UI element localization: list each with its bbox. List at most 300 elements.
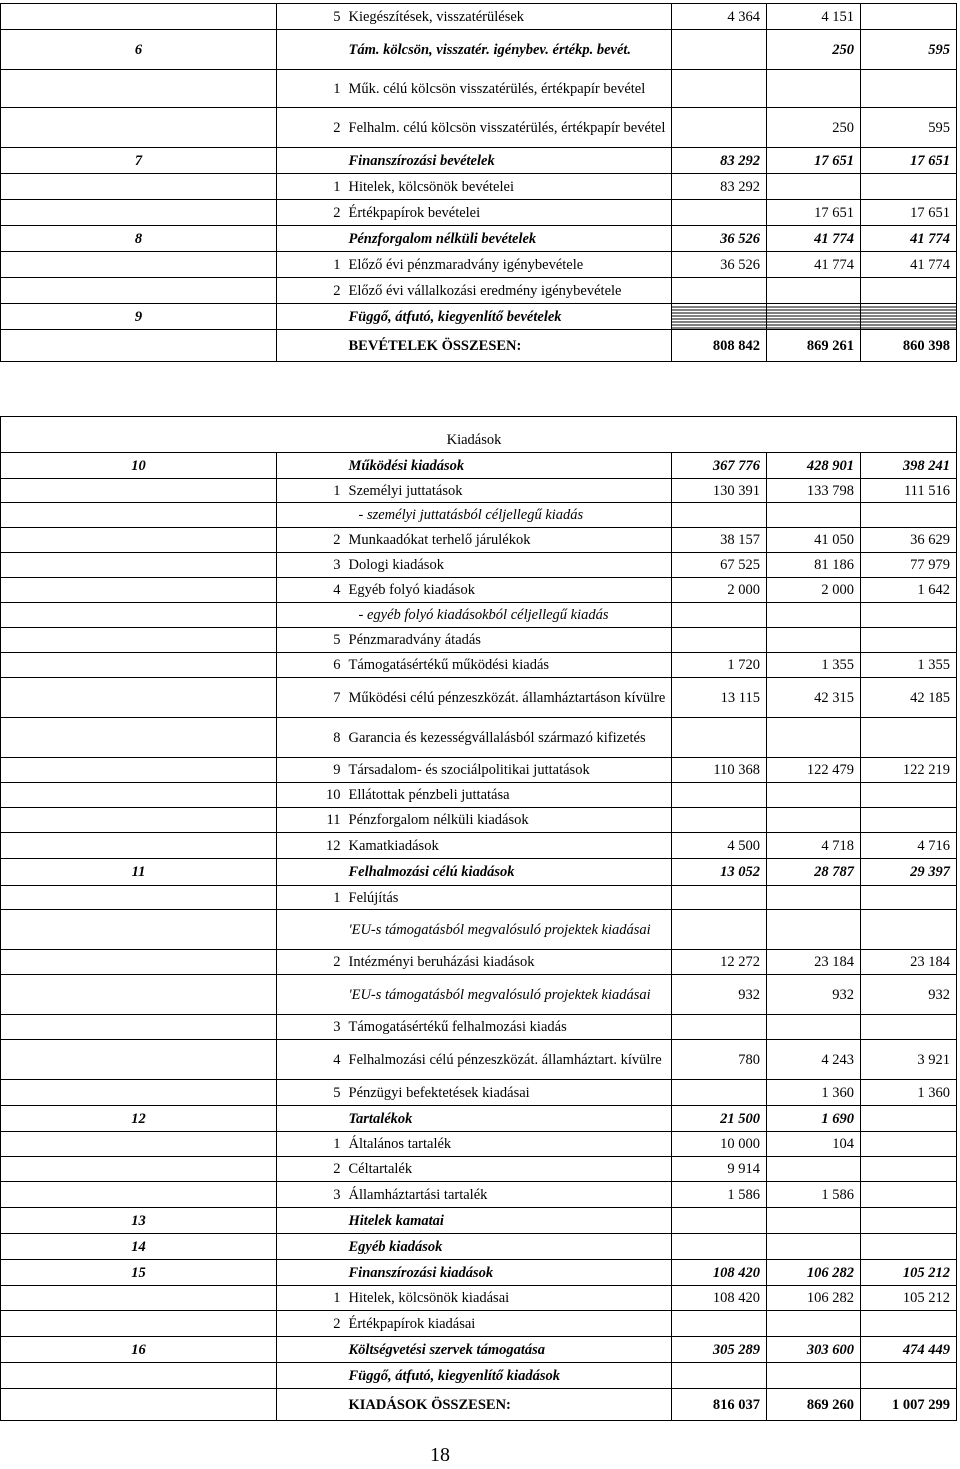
- value-col-3: 932: [861, 975, 957, 1015]
- item-number: 1: [277, 1286, 345, 1311]
- income-table: [0, 3, 957, 362]
- row-label: Hitelek, kölcsönök bevételei: [345, 174, 672, 200]
- item-number: [277, 859, 345, 886]
- value-col-2: [767, 910, 861, 950]
- value-col-1: 130 391: [672, 479, 767, 503]
- value-col-2: 428 901: [767, 453, 861, 479]
- group-number: [1, 1182, 277, 1208]
- value-col-1: 67 525: [672, 553, 767, 578]
- group-number: [1, 758, 277, 783]
- value-col-2: [767, 304, 861, 330]
- value-col-2: 4 718: [767, 833, 861, 859]
- row-label: Előző évi pénzmaradvány igénybevétele: [345, 252, 672, 278]
- table-row: [1, 503, 957, 528]
- item-number: 5: [277, 628, 345, 653]
- table-row: [1, 1234, 957, 1260]
- group-number: [1, 950, 277, 975]
- group-number: [1, 1015, 277, 1040]
- group-number: 7: [1, 148, 277, 174]
- value-col-1: 932: [672, 975, 767, 1015]
- group-number: 9: [1, 304, 277, 330]
- table-row: [1, 859, 957, 886]
- item-number: [277, 1337, 345, 1363]
- item-number: [277, 148, 345, 174]
- empty-cell: [1, 330, 277, 362]
- item-number: [277, 1106, 345, 1132]
- group-number: [1, 200, 277, 226]
- row-label: Előző évi vállalkozási eredmény igénybevétele: [345, 278, 672, 304]
- row-label: Függő, átfutó, kiegyenlítő kiadások: [345, 1363, 672, 1389]
- item-number: 9: [277, 758, 345, 783]
- row-label: - személyi juttatásból céljellegű kiadás: [345, 503, 672, 528]
- table-row: [1, 528, 957, 553]
- value-col-2: 1 355: [767, 653, 861, 678]
- value-col-3: 4 716: [861, 833, 957, 859]
- value-col-3: 23 184: [861, 950, 957, 975]
- value-col-1: 108 420: [672, 1260, 767, 1286]
- value-col-3: 595: [861, 30, 957, 70]
- value-col-1: [672, 108, 767, 148]
- value-col-1: [672, 783, 767, 808]
- value-col-3: 111 516: [861, 479, 957, 503]
- group-number: 13: [1, 1208, 277, 1234]
- row-label: Függő, átfutó, kiegyenlítő bevételek: [345, 304, 672, 330]
- row-label: Személyi juttatások: [345, 479, 672, 503]
- value-col-1: [672, 808, 767, 833]
- value-col-2: 41 050: [767, 528, 861, 553]
- item-number: 2: [277, 950, 345, 975]
- value-col-3: [861, 304, 957, 330]
- group-number: [1, 910, 277, 950]
- value-col-3: [861, 503, 957, 528]
- group-number: [1, 653, 277, 678]
- row-label: Támogatásértékű felhalmozási kiadás: [345, 1015, 672, 1040]
- group-number: [1, 1132, 277, 1157]
- table-row: [1, 578, 957, 603]
- table-row: [1, 886, 957, 910]
- table-row: [1, 653, 957, 678]
- value-col-3: 105 212: [861, 1260, 957, 1286]
- empty-cell: [861, 417, 957, 453]
- group-number: 11: [1, 859, 277, 886]
- item-number: [277, 304, 345, 330]
- value-col-3: [861, 4, 957, 30]
- value-col-3: [861, 603, 957, 628]
- section-title: Kiadások: [277, 417, 672, 453]
- table-row: [1, 479, 957, 503]
- value-col-1: 780: [672, 1040, 767, 1080]
- row-label: 'EU-s támogatásból megvalósuló projektek kiadásai: [345, 910, 672, 950]
- value-col-1: 367 776: [672, 453, 767, 479]
- row-label: Felhalmozási célú kiadások: [345, 859, 672, 886]
- group-number: 8: [1, 226, 277, 252]
- value-col-1: 1 586: [672, 1182, 767, 1208]
- row-label: Felújítás: [345, 886, 672, 910]
- table-row: [1, 148, 957, 174]
- value-col-3: [861, 783, 957, 808]
- row-label: Finanszírozási bevételek: [345, 148, 672, 174]
- item-number: 2: [277, 278, 345, 304]
- value-col-2: 41 774: [767, 226, 861, 252]
- table-row: [1, 1157, 957, 1182]
- item-number: 1: [277, 70, 345, 108]
- value-col-3: [861, 1015, 957, 1040]
- value-col-2: 122 479: [767, 758, 861, 783]
- table-row: [1, 1260, 957, 1286]
- value-col-2: 133 798: [767, 479, 861, 503]
- value-col-2: [767, 783, 861, 808]
- group-number: [1, 503, 277, 528]
- value-col-3: [861, 1363, 957, 1389]
- value-col-3: 3 921: [861, 1040, 957, 1080]
- value-col-1: [672, 30, 767, 70]
- value-col-3: [861, 808, 957, 833]
- row-label: Dologi kiadások: [345, 553, 672, 578]
- item-number: 1: [277, 174, 345, 200]
- empty-cell: [1, 1389, 277, 1421]
- value-col-2: 42 315: [767, 678, 861, 718]
- table-row: [1, 758, 957, 783]
- item-number: 1: [277, 1132, 345, 1157]
- value-col-3: 41 774: [861, 226, 957, 252]
- group-number: [1, 1311, 277, 1337]
- value-col-3: 105 212: [861, 1286, 957, 1311]
- table-row: [1, 718, 957, 758]
- table-row: [1, 1132, 957, 1157]
- table-row: [1, 1363, 957, 1389]
- empty-cell: [1, 417, 277, 453]
- item-number: 4: [277, 1040, 345, 1080]
- value-col-2: [767, 174, 861, 200]
- value-col-3: 1 360: [861, 1080, 957, 1106]
- item-number: 11: [277, 808, 345, 833]
- value-col-1: [672, 628, 767, 653]
- item-number: 3: [277, 553, 345, 578]
- empty-cell: [767, 417, 861, 453]
- group-number: [1, 628, 277, 653]
- table-row: [1, 1182, 957, 1208]
- table-row: [1, 1106, 957, 1132]
- row-label: Intézményi beruházási kiadások: [345, 950, 672, 975]
- group-number: 15: [1, 1260, 277, 1286]
- item-number: [277, 453, 345, 479]
- value-col-3: 122 219: [861, 758, 957, 783]
- page-number: 18: [430, 1444, 450, 1466]
- item-number: [277, 1363, 345, 1389]
- group-number: [1, 1363, 277, 1389]
- group-number: [1, 678, 277, 718]
- value-col-1: [672, 1363, 767, 1389]
- value-col-3: 41 774: [861, 252, 957, 278]
- value-col-3: [861, 278, 957, 304]
- value-col-3: [861, 628, 957, 653]
- table-row: [1, 200, 957, 226]
- row-label: Költségvetési szervek támogatása: [345, 1337, 672, 1363]
- item-number: 7: [277, 678, 345, 718]
- value-col-2: 1 586: [767, 1182, 861, 1208]
- value-col-1: [672, 304, 767, 330]
- item-number: [277, 1208, 345, 1234]
- value-col-2: [767, 1363, 861, 1389]
- value-col-3: [861, 718, 957, 758]
- value-col-2: [767, 1157, 861, 1182]
- value-col-1: [672, 886, 767, 910]
- value-col-1: 4 364: [672, 4, 767, 30]
- value-col-3: [861, 1106, 957, 1132]
- value-col-2: 250: [767, 108, 861, 148]
- row-label: Munkaadókat terhelő járulékok: [345, 528, 672, 553]
- total-label: KIADÁSOK ÖSSZESEN:: [345, 1389, 672, 1421]
- table-row: [1, 678, 957, 718]
- item-number: 2: [277, 1311, 345, 1337]
- value-col-1: 36 526: [672, 226, 767, 252]
- table-row: [1, 304, 957, 330]
- value-col-1: [672, 718, 767, 758]
- item-number: 1: [277, 479, 345, 503]
- total-value-3: 860 398: [861, 330, 957, 362]
- value-col-2: [767, 278, 861, 304]
- item-number: 2: [277, 528, 345, 553]
- row-label: - egyéb folyó kiadásokból céljellegű kiadás: [345, 603, 672, 628]
- value-col-1: 13 115: [672, 678, 767, 718]
- row-label: Egyéb folyó kiadások: [345, 578, 672, 603]
- value-col-3: 42 185: [861, 678, 957, 718]
- value-col-2: 1 360: [767, 1080, 861, 1106]
- row-label: Céltartalék: [345, 1157, 672, 1182]
- value-col-1: 305 289: [672, 1337, 767, 1363]
- group-number: 14: [1, 1234, 277, 1260]
- value-col-3: [861, 1157, 957, 1182]
- value-col-1: 36 526: [672, 252, 767, 278]
- value-col-2: [767, 503, 861, 528]
- group-number: [1, 1286, 277, 1311]
- table-row: [1, 70, 957, 108]
- value-col-2: [767, 808, 861, 833]
- group-number: [1, 553, 277, 578]
- value-col-3: [861, 1234, 957, 1260]
- group-number: [1, 4, 277, 30]
- value-col-2: [767, 603, 861, 628]
- table-row: [1, 1337, 957, 1363]
- item-number: [277, 30, 345, 70]
- item-number: 8: [277, 718, 345, 758]
- value-col-1: [672, 603, 767, 628]
- value-col-2: [767, 718, 861, 758]
- total-value-1: 808 842: [672, 330, 767, 362]
- value-col-2: 250: [767, 30, 861, 70]
- table-row: [1, 808, 957, 833]
- empty-cell: [277, 1389, 345, 1421]
- value-col-2: 2 000: [767, 578, 861, 603]
- row-label: Kamatkiadások: [345, 833, 672, 859]
- value-col-2: [767, 628, 861, 653]
- row-label: Műk. célú kölcsön visszatérülés, értékpapír bevétel: [345, 70, 672, 108]
- row-label: Felhalmozási célú pénzeszközát. államháztart. kívülre: [345, 1040, 672, 1080]
- expense-rows: [1, 417, 957, 1421]
- group-number: [1, 70, 277, 108]
- value-col-1: 13 052: [672, 859, 767, 886]
- total-value-2: 869 261: [767, 330, 861, 362]
- row-label: Tartalékok: [345, 1106, 672, 1132]
- value-col-3: [861, 70, 957, 108]
- value-col-3: 29 397: [861, 859, 957, 886]
- group-number: [1, 1157, 277, 1182]
- value-col-2: [767, 70, 861, 108]
- table-row: [1, 1080, 957, 1106]
- value-col-1: 110 368: [672, 758, 767, 783]
- value-col-1: [672, 1080, 767, 1106]
- table-row: [1, 1311, 957, 1337]
- table-row: [1, 553, 957, 578]
- value-col-1: 10 000: [672, 1132, 767, 1157]
- value-col-3: [861, 174, 957, 200]
- item-number: [277, 503, 345, 528]
- value-col-3: 1 642: [861, 578, 957, 603]
- value-col-1: [672, 1311, 767, 1337]
- table-row: [1, 252, 957, 278]
- table-row: [1, 1208, 957, 1234]
- empty-cell: [672, 417, 767, 453]
- row-label: Államháztartási tartalék: [345, 1182, 672, 1208]
- total-value-3: 1 007 299: [861, 1389, 957, 1421]
- section-title-row: [1, 417, 957, 453]
- row-label: Általános tartalék: [345, 1132, 672, 1157]
- value-col-2: 932: [767, 975, 861, 1015]
- row-label: 'EU-s támogatásból megvalósuló projektek kiadásai: [345, 975, 672, 1015]
- group-number: [1, 886, 277, 910]
- value-col-2: 1 690: [767, 1106, 861, 1132]
- value-col-3: [861, 1132, 957, 1157]
- group-number: [1, 603, 277, 628]
- row-label: Garancia és kezességvállalásból származó kifizetés: [345, 718, 672, 758]
- total-value-2: 869 260: [767, 1389, 861, 1421]
- row-label: Finanszírozási kiadások: [345, 1260, 672, 1286]
- row-label: Egyéb kiadások: [345, 1234, 672, 1260]
- value-col-2: [767, 886, 861, 910]
- total-value-1: 816 037: [672, 1389, 767, 1421]
- value-col-2: [767, 1015, 861, 1040]
- value-col-2: [767, 1234, 861, 1260]
- row-label: Hitelek, kölcsönök kiadásai: [345, 1286, 672, 1311]
- group-number: 16: [1, 1337, 277, 1363]
- row-label: Kiegészítések, visszatérülések: [345, 4, 672, 30]
- value-col-1: 83 292: [672, 148, 767, 174]
- row-label: Hitelek kamatai: [345, 1208, 672, 1234]
- value-col-2: [767, 1311, 861, 1337]
- value-col-2: 41 774: [767, 252, 861, 278]
- item-number: 1: [277, 252, 345, 278]
- value-col-2: 4 151: [767, 4, 861, 30]
- value-col-2: 23 184: [767, 950, 861, 975]
- table-row: [1, 4, 957, 30]
- value-col-3: [861, 1311, 957, 1337]
- value-col-1: 4 500: [672, 833, 767, 859]
- item-number: 3: [277, 1015, 345, 1040]
- group-number: [1, 1040, 277, 1080]
- value-col-3: 17 651: [861, 200, 957, 226]
- row-label: Értékpapírok kiadásai: [345, 1311, 672, 1337]
- item-number: 2: [277, 1157, 345, 1182]
- group-number: 10: [1, 453, 277, 479]
- value-col-2: 81 186: [767, 553, 861, 578]
- value-col-1: [672, 1234, 767, 1260]
- value-col-2: 106 282: [767, 1286, 861, 1311]
- value-col-3: [861, 910, 957, 950]
- value-col-2: 4 243: [767, 1040, 861, 1080]
- value-col-1: [672, 278, 767, 304]
- group-number: [1, 975, 277, 1015]
- item-number: 5: [277, 1080, 345, 1106]
- item-number: [277, 603, 345, 628]
- table-row: [1, 833, 957, 859]
- value-col-1: 2 000: [672, 578, 767, 603]
- row-label: Támogatásértékű működési kiadás: [345, 653, 672, 678]
- group-number: [1, 783, 277, 808]
- item-number: [277, 1260, 345, 1286]
- total-label: BEVÉTELEK ÖSSZESEN:: [345, 330, 672, 362]
- table-row: [1, 975, 957, 1015]
- group-number: [1, 833, 277, 859]
- value-col-3: 1 355: [861, 653, 957, 678]
- value-col-2: 17 651: [767, 148, 861, 174]
- value-col-1: [672, 200, 767, 226]
- row-label: Társadalom- és szociálpolitikai juttatások: [345, 758, 672, 783]
- value-col-1: 1 720: [672, 653, 767, 678]
- value-col-3: [861, 1182, 957, 1208]
- table-row: [1, 628, 957, 653]
- value-col-3: [861, 886, 957, 910]
- group-number: [1, 108, 277, 148]
- row-label: Pénzmaradvány átadás: [345, 628, 672, 653]
- total-row: [1, 330, 957, 362]
- value-col-2: 106 282: [767, 1260, 861, 1286]
- group-number: [1, 528, 277, 553]
- table-row: [1, 603, 957, 628]
- group-number: [1, 479, 277, 503]
- value-col-3: 77 979: [861, 553, 957, 578]
- value-col-1: 12 272: [672, 950, 767, 975]
- value-col-2: 17 651: [767, 200, 861, 226]
- value-col-2: 28 787: [767, 859, 861, 886]
- group-number: 6: [1, 30, 277, 70]
- income-rows: [1, 4, 957, 362]
- row-label: Pénzforgalom nélküli kiadások: [345, 808, 672, 833]
- row-label: Működési célú pénzeszközát. államháztartáson kívülre: [345, 678, 672, 718]
- value-col-3: 36 629: [861, 528, 957, 553]
- item-number: 10: [277, 783, 345, 808]
- item-number: 5: [277, 4, 345, 30]
- value-col-1: 9 914: [672, 1157, 767, 1182]
- value-col-2: 104: [767, 1132, 861, 1157]
- table-row: [1, 910, 957, 950]
- empty-cell: [277, 330, 345, 362]
- item-number: [277, 226, 345, 252]
- value-col-3: 595: [861, 108, 957, 148]
- value-col-1: [672, 910, 767, 950]
- value-col-3: 17 651: [861, 148, 957, 174]
- group-number: 12: [1, 1106, 277, 1132]
- row-label: Pénzforgalom nélküli bevételek: [345, 226, 672, 252]
- group-number: [1, 278, 277, 304]
- value-col-1: 83 292: [672, 174, 767, 200]
- table-row: [1, 453, 957, 479]
- item-number: [277, 975, 345, 1015]
- item-number: 2: [277, 200, 345, 226]
- value-col-2: [767, 1208, 861, 1234]
- value-col-3: 398 241: [861, 453, 957, 479]
- group-number: [1, 174, 277, 200]
- row-label: Értékpapírok bevételei: [345, 200, 672, 226]
